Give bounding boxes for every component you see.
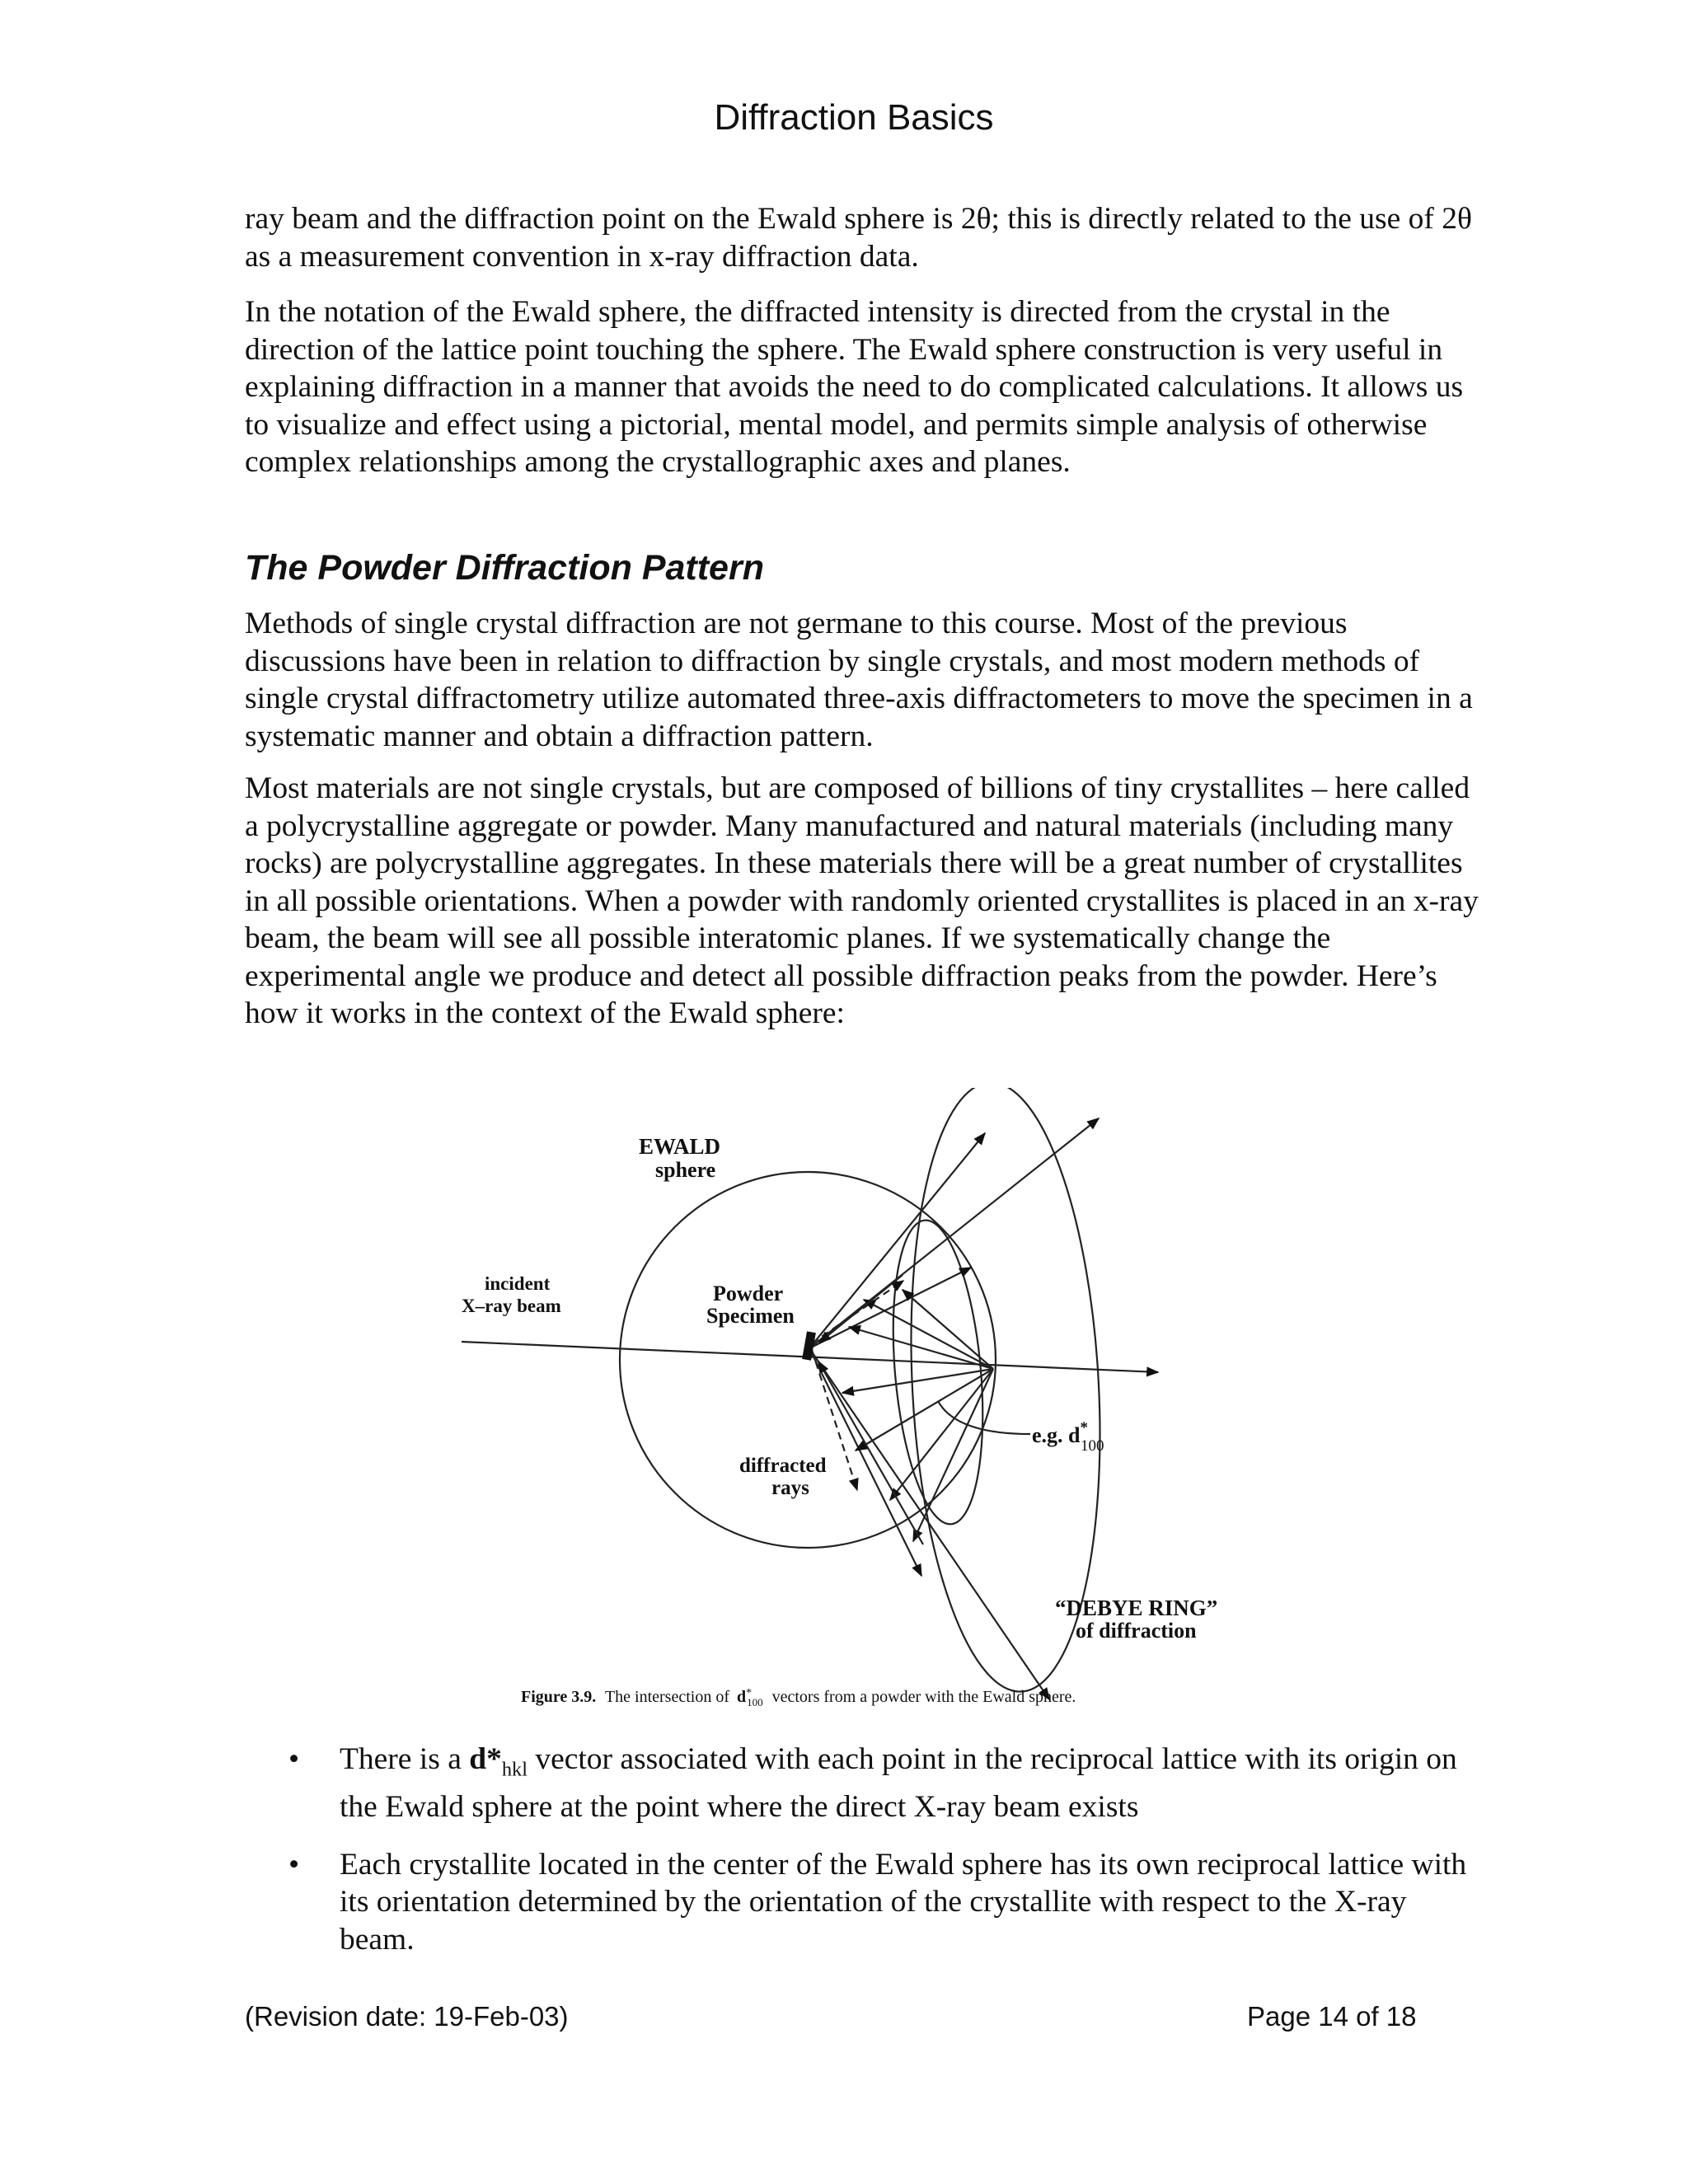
- label-diffracted: diffracted: [739, 1455, 827, 1477]
- bullet-1-text-b: vector associated with each point in the reciprocal lattice with its origin on the Ewald sphere at the point where the direct X-ray beam exists: [340, 1742, 1457, 1824]
- d100-pointer: [938, 1401, 1030, 1434]
- footer-revision-date: (Revision date: 19-Feb-03): [245, 2001, 569, 2032]
- list-item: [288, 1741, 1475, 1826]
- bullet-1-sub-hkl: hkl: [501, 1758, 528, 1781]
- bullet-1-bold-dstar: d*: [469, 1742, 502, 1776]
- bullet-marker: •: [288, 1847, 300, 1882]
- figure-ewald-powder-diagram: [462, 1088, 1245, 1714]
- d-star-vectors: [818, 1275, 993, 1544]
- list-item: [288, 1846, 1475, 1959]
- paragraph-single-crystal: Methods of single crystal diffraction are not germane to this course. Most of the previous discussions have been in relation to diffraction by single crystals, and most modern methods of single crystal diffractometry utilize automated three-axis diffractometers to move the specimen in a systematic manner and obtain a diffraction pattern.: [245, 607, 1473, 753]
- bullet-2-text: Each crystallite located in the center of the Ewald sphere has its own reciprocal lattice with its orientation determined by the orientation of the crystallite with respect to the X-ray beam.: [340, 1847, 1467, 1957]
- ewald-diagram-svg: [462, 1088, 1245, 1714]
- label-sphere: sphere: [655, 1158, 716, 1182]
- label-specimen: Specimen: [706, 1304, 795, 1328]
- label-incident: incident: [485, 1273, 551, 1294]
- label-xray-beam: X–ray beam: [462, 1296, 561, 1316]
- page-header-title: Diffraction Basics: [714, 97, 994, 138]
- figure-caption: Figure 3.9. The intersection of d* 100 vectors from a powder with the Ewald sphere.: [521, 1687, 1076, 1708]
- bullet-list: [288, 1741, 1475, 1978]
- label-of-diffraction: of diffraction: [1076, 1619, 1197, 1643]
- footer-page-number: Page 14 of 18: [1247, 2001, 1417, 2032]
- paragraph-ewald-2theta: ray beam and the diffraction point on the Ewald sphere is 2θ; this is directly related to the use of 2θ as a measurement convention in x-ray diffraction data.: [245, 202, 1472, 274]
- paragraph-polycrystalline: Most materials are not single crystals, but are composed of billions of tiny crystallites – here called a polycrystalline aggregate or powder. Many manufactured and natural materials (including many rocks) are polycrystalline aggregates. In these materials there will be a great number of crystallites in all possible orientations. When a powder with randomly oriented crystallites is placed in an x-ray beam, the beam will see all possible interatomic planes. If we systematically change the experimental angle we produce and detect all possible diffraction peaks from the powder. Here’s how it works in the context of the Ewald sphere:: [245, 771, 1479, 1030]
- label-eg-d100: e.g. d* 100: [1032, 1419, 1104, 1455]
- bullet-1-text-a: There is a: [340, 1742, 462, 1776]
- label-rays: rays: [771, 1477, 809, 1499]
- label-debye-ring: “DEBYE RING”: [1055, 1596, 1218, 1620]
- label-powder: Powder: [713, 1282, 784, 1305]
- label-ewald: EWALD: [639, 1134, 721, 1159]
- section-heading-powder-pattern: The Powder Diffraction Pattern: [245, 548, 764, 588]
- bullet-marker: •: [288, 1742, 300, 1776]
- paragraph-ewald-notation: In the notation of the Ewald sphere, the diffracted intensity is directed from the crystal in the direction of the lattice point touching the sphere. The Ewald sphere construction is very useful in explaining diffraction in a manner that avoids the need to do complicated calculations. It allows us to visualize and effect using a pictorial, mental model, and permits simple analysis of otherwise complex relationships among the crystallographic axes and planes.: [245, 295, 1464, 479]
